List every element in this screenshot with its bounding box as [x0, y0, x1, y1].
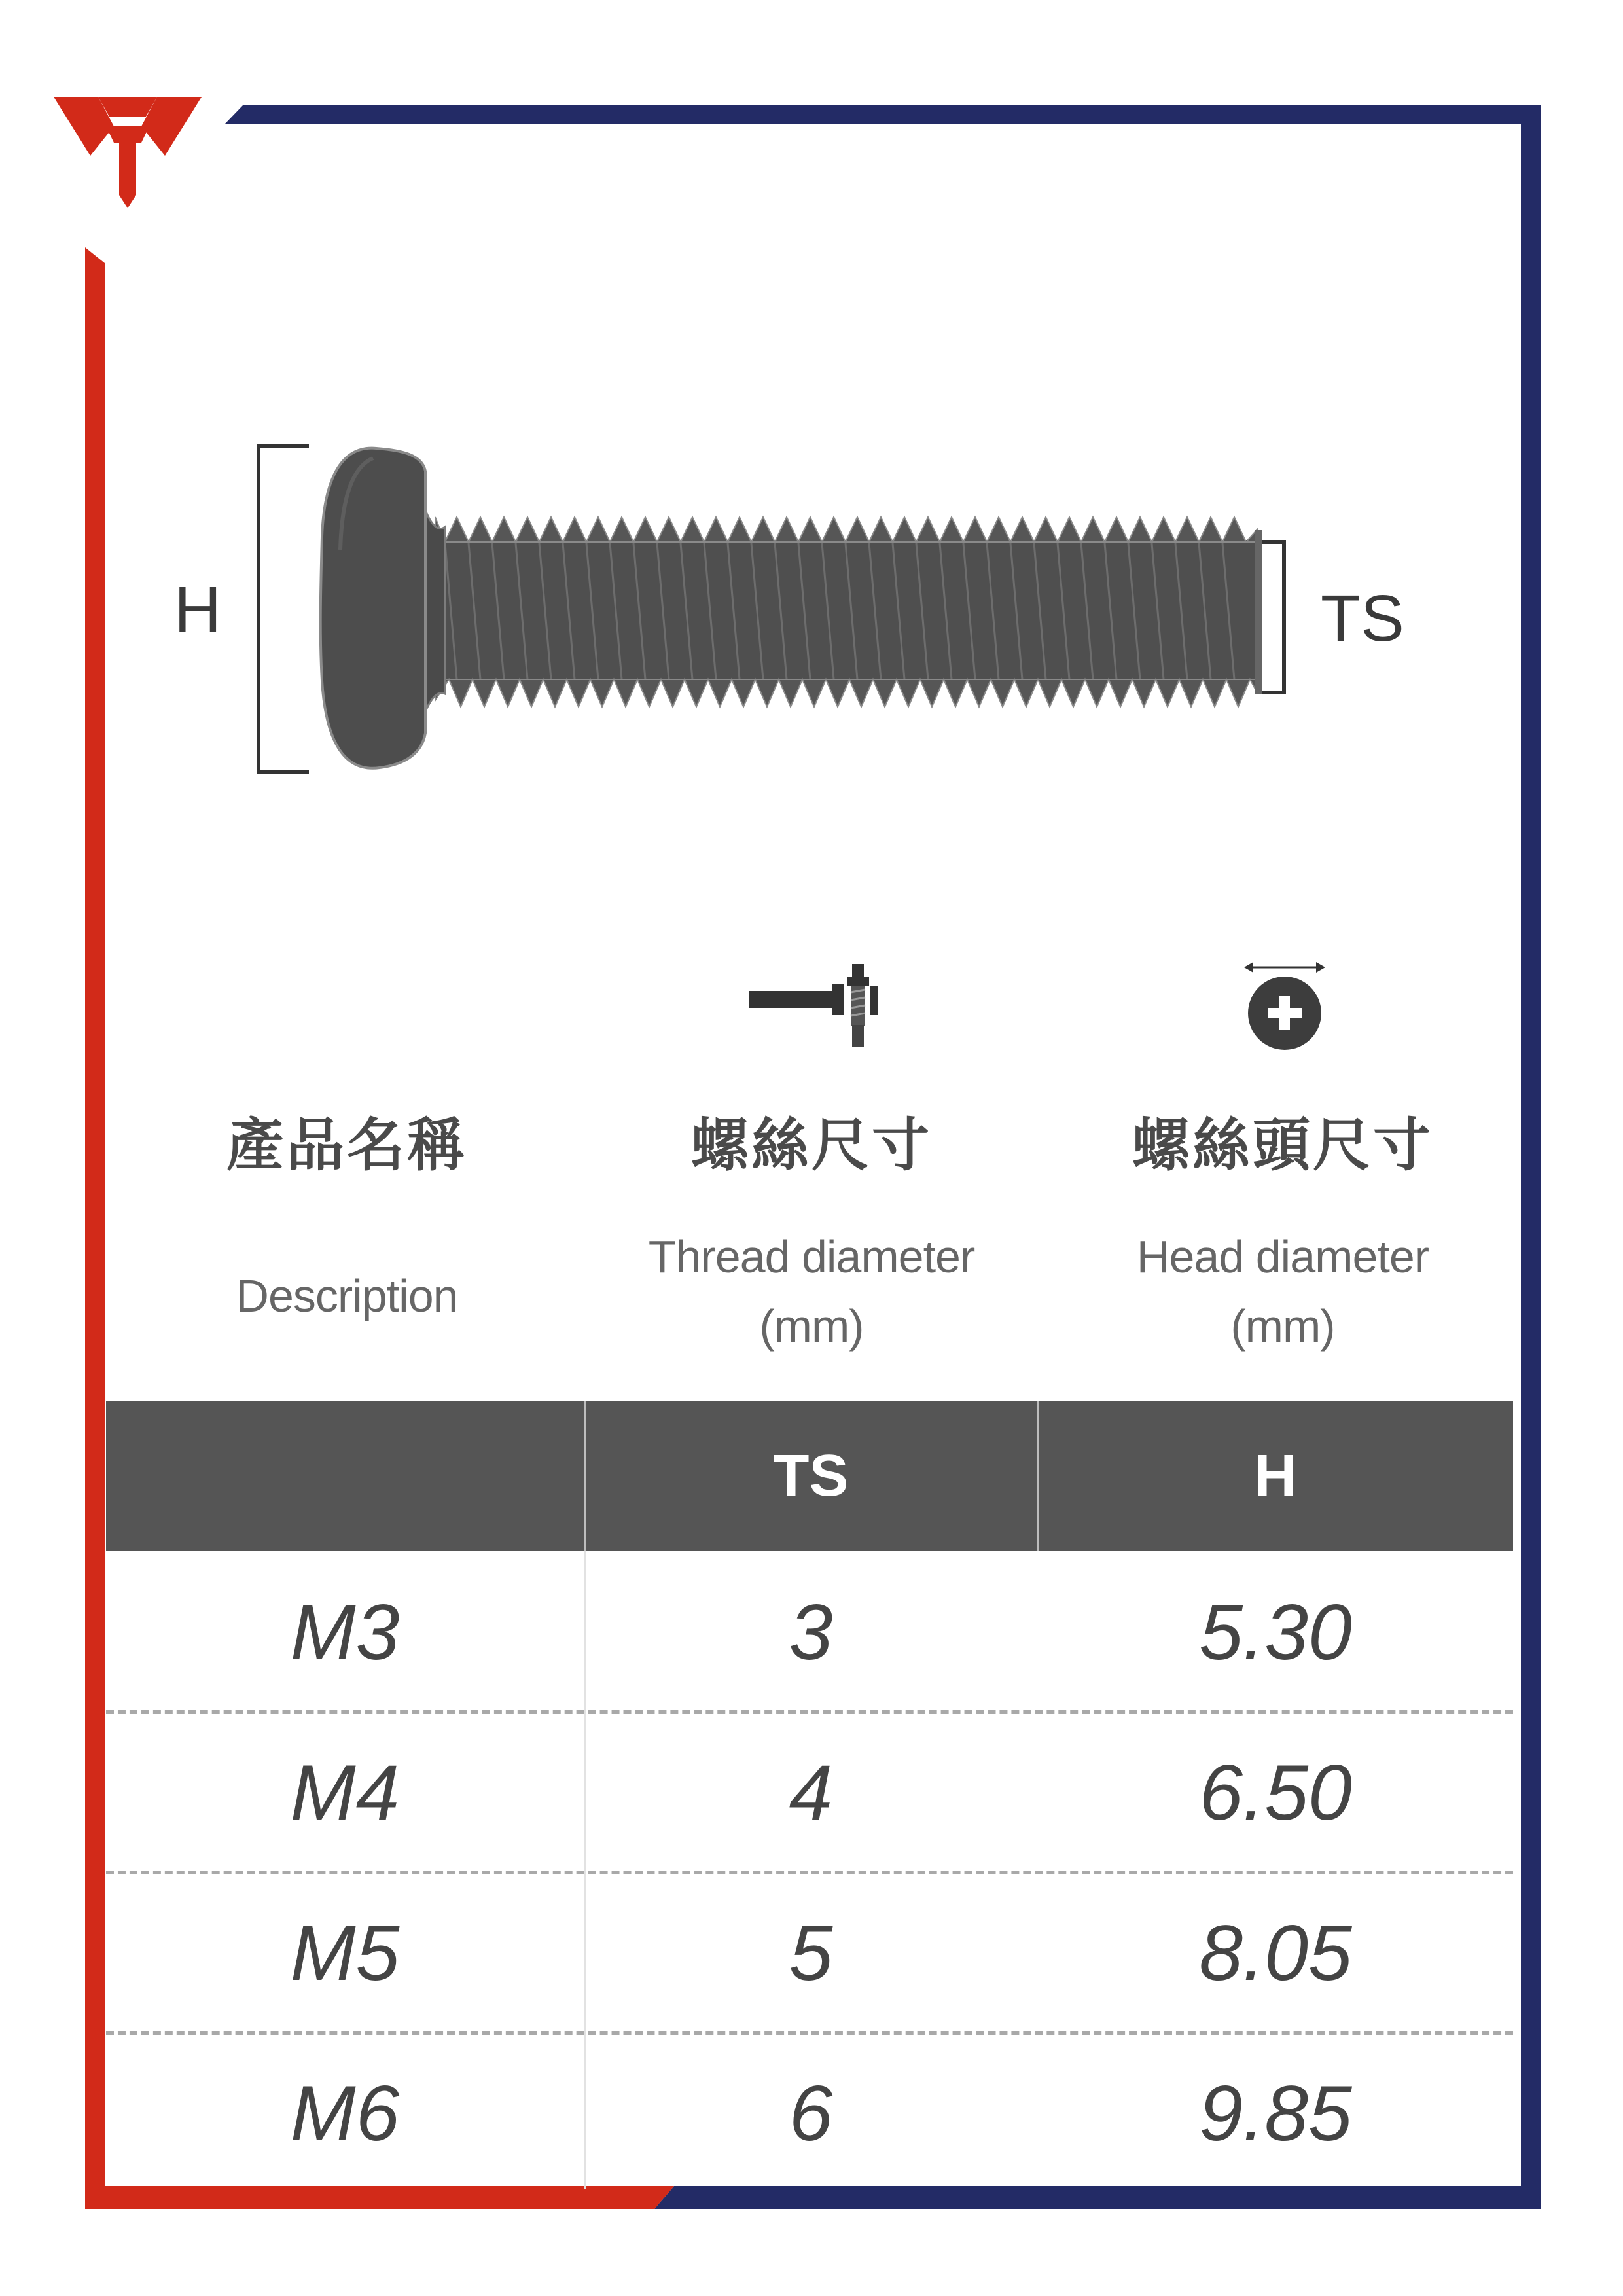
table-row: [106, 2034, 1513, 2193]
col-thread-zh: 螺絲尺寸: [690, 1111, 932, 1179]
cell-ts: 5: [789, 1909, 833, 1997]
frame-red-left: [85, 247, 105, 2209]
col-thread-unit: (mm): [759, 1300, 864, 1352]
thread-dimension-bracket: [1262, 542, 1284, 692]
col-head-unit: (mm): [1230, 1300, 1335, 1352]
cell-ts: 3: [789, 1588, 833, 1676]
cell-h: 6.50: [1199, 1749, 1352, 1837]
table-header-h: H: [1254, 1443, 1297, 1509]
screw-thread-top: [435, 517, 1258, 542]
thread-dimension-label: TS: [1321, 582, 1404, 655]
cell-h: 5.30: [1199, 1588, 1352, 1676]
table-header-row: [106, 1401, 1513, 1551]
cell-h: 8.05: [1199, 1909, 1352, 1997]
table-row: [106, 1713, 1513, 1873]
cell-description: M5: [290, 1909, 400, 1997]
col-description-en-label: Description: [236, 1270, 458, 1321]
col-head-en-label: Head diameter: [1136, 1231, 1429, 1282]
wt-logo-icon: [54, 97, 202, 208]
screw-head: [321, 448, 425, 768]
col-thread-en: [576, 1222, 1047, 1361]
table-row: [106, 1552, 1513, 1712]
table-row: [106, 1873, 1513, 2033]
col-description-en: [105, 1261, 589, 1331]
col-head-en: [1047, 1222, 1518, 1361]
table-header-description: [106, 1401, 584, 1551]
cell-description: M3: [290, 1588, 400, 1676]
cell-description: M4: [290, 1749, 400, 1837]
col-description-zh: 產品名稱: [226, 1111, 467, 1179]
head-dimension-bracket: [259, 446, 309, 772]
frame-navy-right: [1521, 105, 1541, 2209]
cell-ts: 6: [789, 2070, 833, 2157]
cell-description: M6: [290, 2070, 400, 2157]
spec-table: [106, 1401, 1513, 2189]
cell-h: 9.85: [1199, 2070, 1352, 2157]
head-diameter-icon: [1239, 956, 1330, 1054]
cell-ts: 4: [789, 1749, 833, 1837]
head-dimension-label: H: [174, 573, 222, 647]
caliper-thread-icon: [742, 948, 886, 1052]
col-thread-en-label: Thread diameter: [648, 1231, 975, 1282]
frame-navy-top: [224, 105, 1535, 124]
table-header-ts: TS: [773, 1443, 849, 1509]
col-head-zh: 螺絲頭尺寸: [1132, 1111, 1433, 1179]
screw-thread-bottom: [435, 679, 1258, 707]
screw-diagram: [157, 419, 1433, 798]
